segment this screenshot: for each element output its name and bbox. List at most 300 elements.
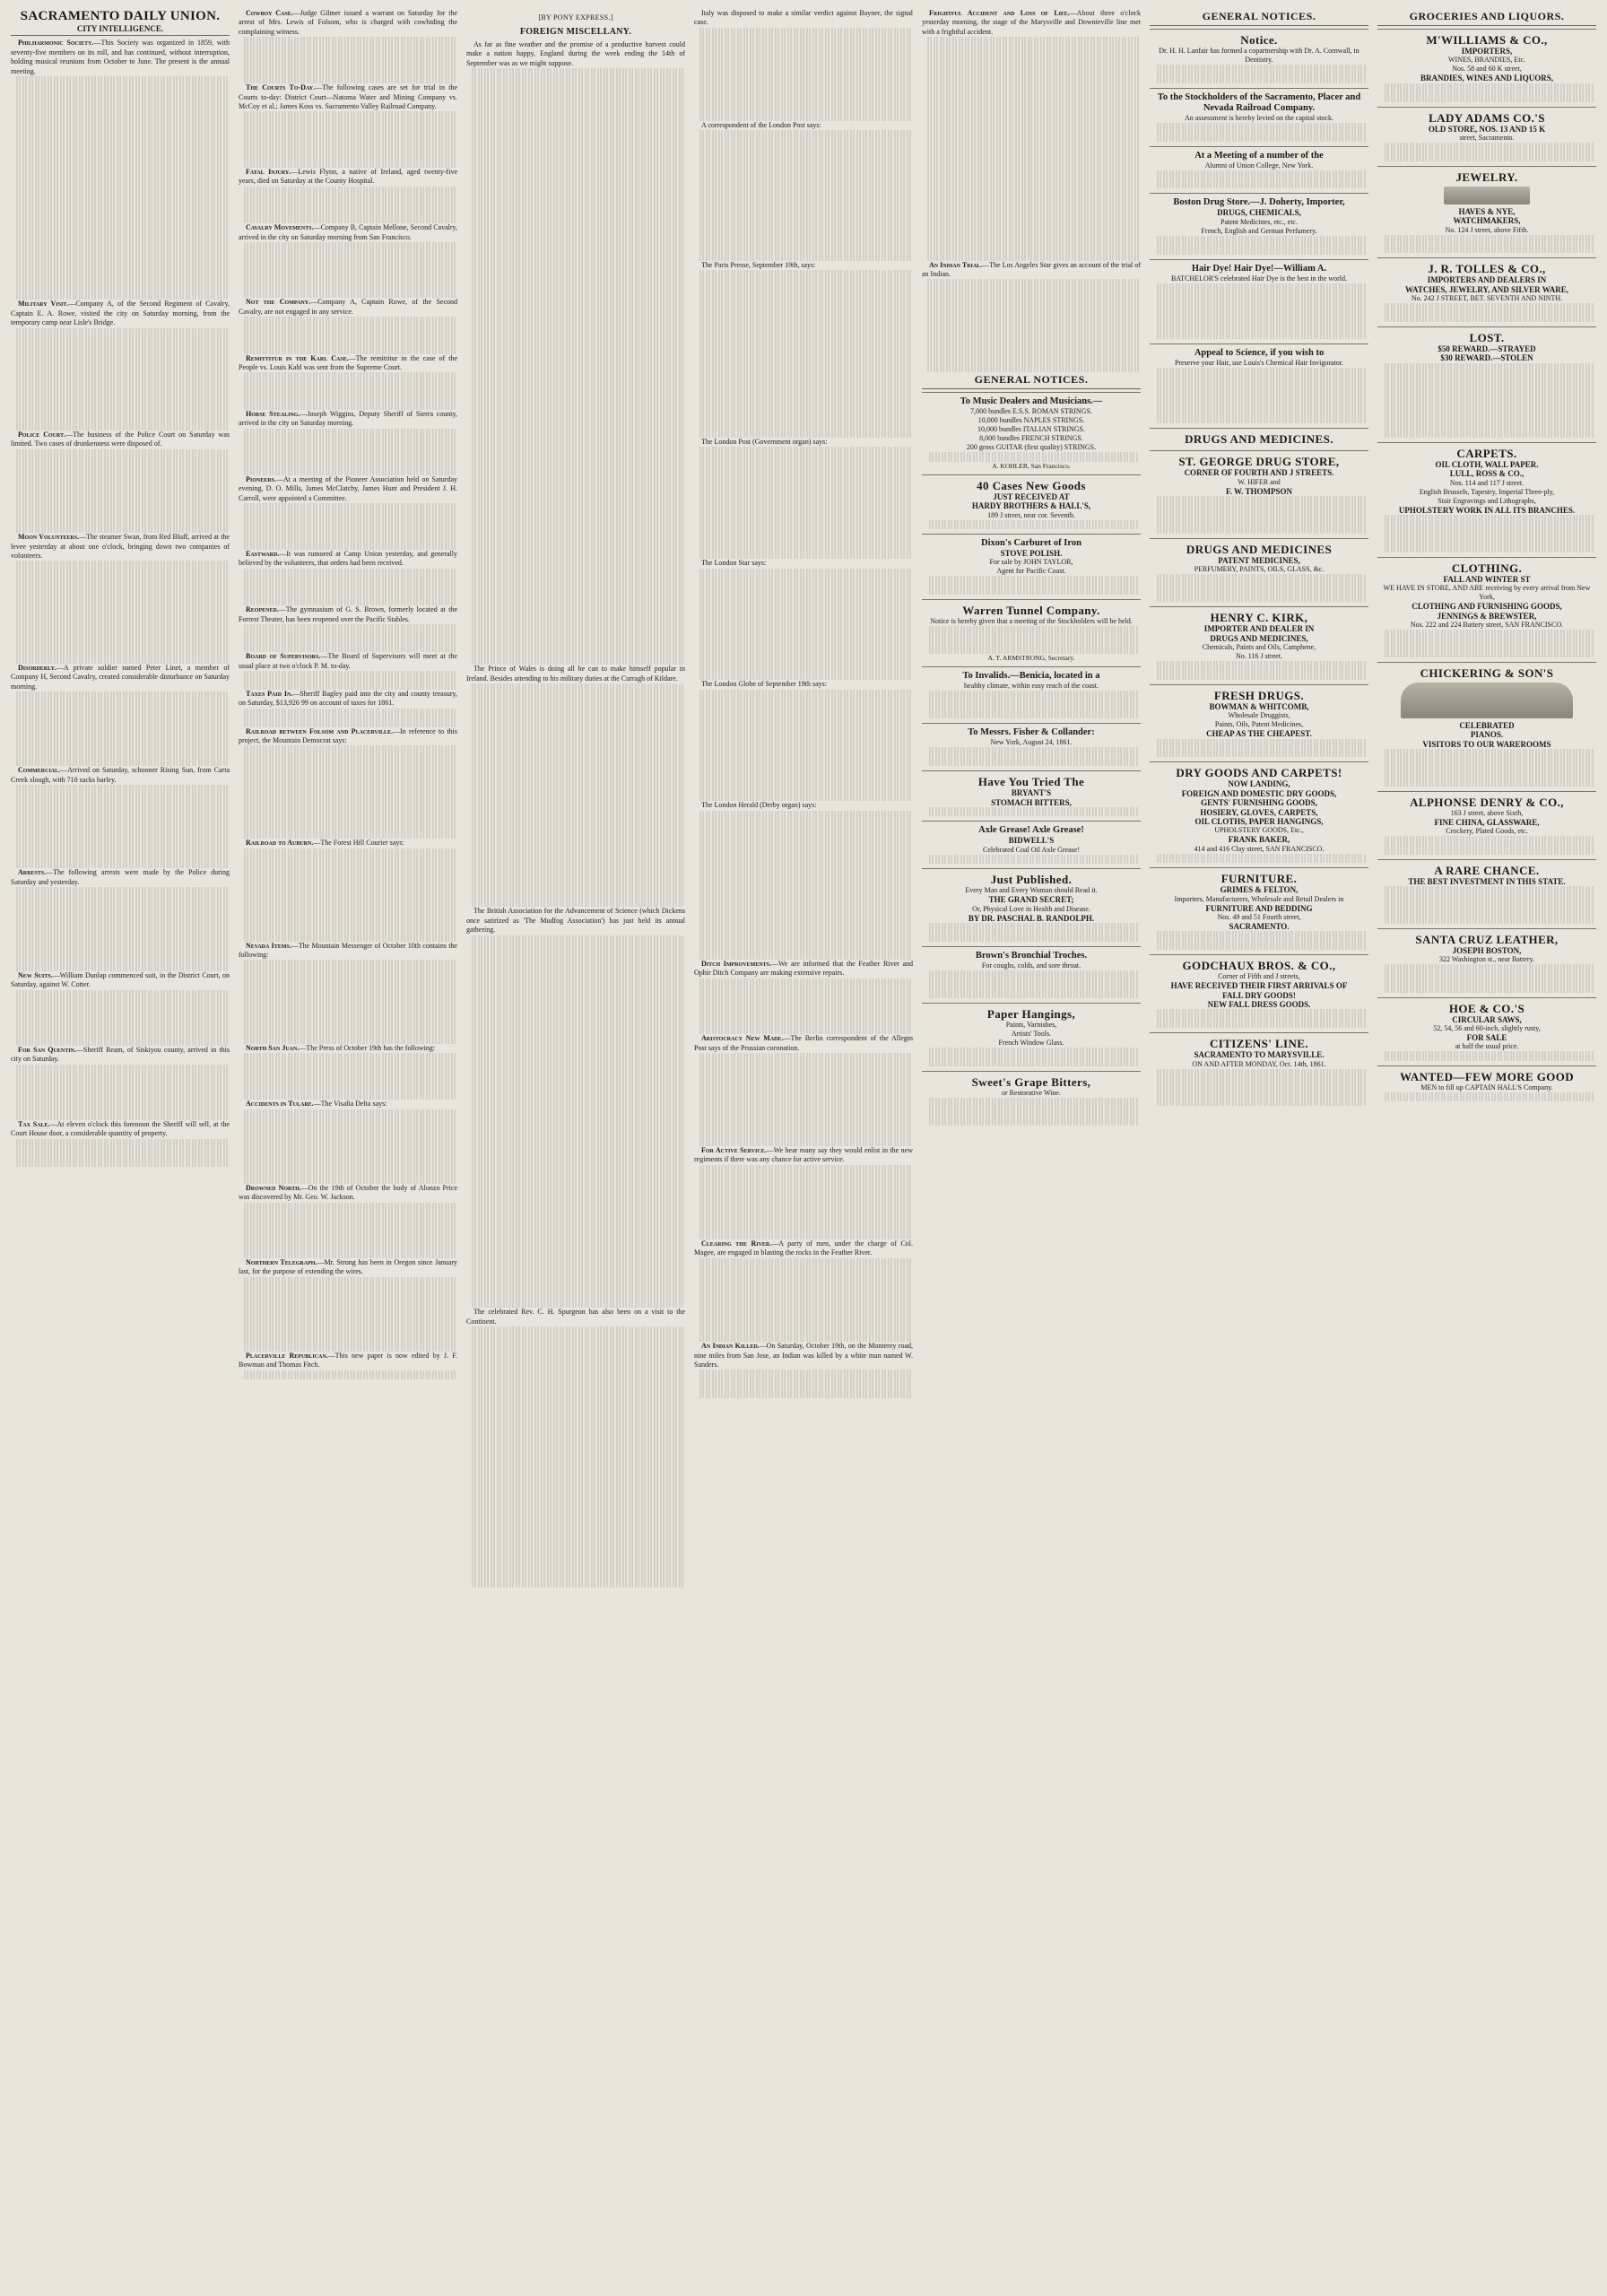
body-text-line [16,114,230,123]
body-text-line [699,429,913,438]
body-text-line [16,691,230,700]
ad-line: Crockery, Plated Goods, etc. [1446,827,1528,836]
article-paragraph [239,1100,457,1109]
body-text-line [244,326,457,335]
ad-line: Nos. 49 and 51 Fourth street, [1217,913,1301,921]
body-text-line [699,493,913,502]
body-text-line [244,522,457,531]
body-text-line [699,951,913,960]
body-text-line [472,1168,685,1177]
article-text: —At eleven o'clock this forenoon the Sheriff will sell, at the Court House door, a considerable quantity of property. [11,1120,230,1138]
body-text-line [472,1550,685,1559]
article-text: The London Star says: [701,559,767,568]
body-text-line [16,859,230,868]
article [239,727,457,839]
body-text-line [244,876,457,885]
ad-line: LULL, ROSS & CO., [1449,469,1524,479]
body-text-line [472,1243,685,1252]
article-paragraph [694,1239,913,1258]
body-text-line [699,1202,913,1211]
body-text-line [927,65,1141,74]
ad-body-line [1157,414,1367,423]
body-text-line [16,785,230,794]
body-text-line [244,1025,457,1034]
body-text-line [244,149,457,158]
ad-line: For coughs, colds, and sore throat. [981,961,1081,970]
body-text-line [16,1158,230,1167]
article-paragraph [11,868,230,887]
body-text-line [699,1025,913,1034]
advertisement [1150,1032,1368,1110]
body-text-line [244,1333,457,1342]
body-text-line [699,317,913,326]
ad-body-line [1157,245,1367,254]
body-text-line [472,1364,685,1373]
body-text-line [699,661,913,670]
ad-title: DRUGS AND MEDICINES. [1185,432,1333,447]
engraving-image [1444,187,1530,204]
article-text: —The Visalia Delta says: [313,1100,387,1109]
advertisement [1377,442,1596,557]
body-text-line [699,885,913,894]
article-headline: Tax Sale. [18,1120,50,1129]
body-text-line [927,279,1141,288]
body-text-line [16,384,230,393]
ad-line: FALL DRY GOODS! [1222,990,1296,1000]
ad-line: SACRAMENTO. [1229,922,1290,931]
column-3-articles [466,40,685,1587]
body-text-line [927,47,1141,56]
article [11,533,230,664]
advertisement [1150,761,1368,867]
body-text-line [244,578,457,587]
body-text-line [16,225,230,234]
body-text-line [927,232,1141,241]
body-text-line [699,1062,913,1071]
ad-line: HOSIERY, GLOVES, CARPETS, [1200,807,1318,817]
body-text-line [472,842,685,851]
body-text-line [16,449,230,458]
ad-body-line [1385,372,1594,381]
body-text-line [472,935,685,944]
body-text-line [699,1230,913,1239]
column-4 [694,9,913,2287]
body-text-line [472,246,685,255]
body-text-line [699,475,913,484]
article [239,354,457,410]
article [694,121,913,261]
body-text-line [699,457,913,465]
body-text-line [244,755,457,764]
ad-title: M'WILLIAMS & CO., [1426,33,1548,47]
advertisement [922,534,1141,599]
article-text: —On the 19th of October the body of Alonzo Price was discovered by Mr. Geo. W. Jackson. [239,1183,457,1202]
body-text-line [472,329,685,338]
ad-line: ON AND AFTER MONDAY, Oct. 14th, 1861. [1192,1059,1326,1068]
ad-body-line [1385,244,1594,253]
body-text-line [472,889,685,898]
article-paragraph [466,40,685,68]
body-text-line [699,633,913,642]
body-text-line [244,1314,457,1323]
article [239,1044,457,1100]
body-text-line [472,283,685,291]
body-text-line [16,216,230,225]
ad-title: J. R. TOLLES & CO., [1428,262,1546,276]
body-text-line [472,1382,685,1391]
article [694,261,913,438]
body-text-line [699,1314,913,1323]
article [239,1184,457,1258]
ad-line: Nos. 58 and 60 K street, [1452,65,1522,74]
column-7-ads [1377,29,1596,1106]
ad-line: BRYANT'S [1011,788,1052,798]
article-paragraph [694,438,913,447]
article-text: —This Society was organized in 1859, with seventy-five members on its roll, and has continued, without interruption, holding musical reunions from October to June. The present is the annual meeting. [11,39,230,75]
body-text-line [472,1522,685,1531]
ad-title: DRUGS AND MEDICINES [1186,542,1333,556]
ad-body-line [1157,739,1367,748]
body-text-line [472,870,685,879]
body-text-line [472,1373,685,1382]
body-text-line [16,897,230,906]
body-text-line [244,37,457,46]
body-text-line [16,365,230,374]
ad-body-line [1385,1092,1594,1101]
body-text-line [699,74,913,83]
body-text-line [472,1000,685,1009]
column-2-articles [239,9,457,1379]
body-text-line [699,363,913,372]
ad-title: Just Published. [990,873,1073,887]
article-text: A correspondent of the London Post says: [701,120,821,129]
ad-body-line [1385,749,1594,758]
body-text-line [244,401,457,410]
body-text-line [244,587,457,596]
advertisement [1150,29,1368,88]
ad-line: JOSEPH BOSTON, [1452,946,1522,956]
ad-line: FRANK BAKER, [1228,835,1290,845]
ad-line: SACRAMENTO TO MARYSVILLE. [1194,1050,1325,1060]
body-text-line [472,535,685,544]
body-text-line [244,1249,457,1258]
body-text-line [16,561,230,570]
column-4-articles [694,9,913,960]
body-text-line [16,505,230,514]
advertisement [1377,662,1596,791]
ad-body-line [1157,301,1367,310]
body-text-line [927,102,1141,111]
body-text-line [472,134,685,143]
ad-body-line [1157,524,1367,533]
article-headline: Nevada Items. [246,941,291,950]
body-text-line [472,991,685,1000]
body-text-line [699,1295,913,1304]
body-text-line [16,944,230,952]
body-text-line [16,412,230,421]
article-text: —The business of the Police Court on Saturday was limited. Two cases of drunkenness were disposed of. [11,430,230,448]
ad-line: THE GRAND SECRET; [988,895,1074,905]
body-text-line [699,47,913,56]
ad-body-line [1157,236,1367,245]
body-text-line [244,1016,457,1025]
body-text-line [244,1072,457,1081]
ad-body-line [1157,329,1367,338]
ad-body-line [1385,525,1594,534]
body-text-line [472,1541,685,1550]
body-text-line [699,447,913,456]
ad-line: JENNINGS & BREWSTER, [1437,611,1537,621]
article-paragraph [694,680,913,689]
body-text-line [244,512,457,521]
body-text-line [699,699,913,708]
body-text-line [699,186,913,195]
body-text-line [927,298,1141,307]
ad-line: Nos. 114 and 117 J street. [1449,478,1524,487]
body-text-line [16,598,230,607]
body-text-line [927,251,1141,260]
body-text-line [927,354,1141,363]
article-text: —Sheriff Bagley paid into the city and county treasury, on Saturday, $13,926 99 on account of taxes for 1861. [239,689,457,708]
article-text: —The Press of October 19th has the following: [299,1043,436,1052]
ad-signature: A. KOHLER, San Francisco. [992,461,1071,470]
ad-line: FOREIGN AND DOMESTIC DRY GOODS, [1181,788,1337,798]
body-text-line [16,645,230,654]
ad-body-line [929,520,1139,529]
body-text-line [472,860,685,869]
ad-body-line [1157,292,1367,301]
ad-body-line [929,932,1139,941]
body-text-line [699,130,913,139]
body-text-line [472,386,685,395]
body-text-line [244,1174,457,1183]
body-text-line [244,187,457,196]
body-text-line [472,115,685,124]
body-text-line [699,773,913,782]
body-text-line [16,188,230,197]
body-text-line [472,1205,685,1214]
body-text-line [927,158,1141,167]
ad-title: HENRY C. KIRK, [1210,611,1308,625]
body-text-line [244,773,457,782]
article-headline: Reopened. [246,605,279,614]
body-text-line [472,656,685,665]
body-text-line [16,840,230,849]
article-text: —Company B, Captain Mellone, Second Cavalry, arrived in the city on Saturday morning from San Francisco. [239,223,457,241]
article-paragraph [239,410,457,429]
body-text-line [699,1174,913,1183]
body-text-line [699,1072,913,1081]
advertisement [1150,88,1368,146]
body-text-line [699,232,913,241]
ad-body-line [1157,1009,1367,1018]
article [922,261,1141,373]
body-text-line [16,1037,230,1046]
body-text-line [699,1193,913,1202]
advertisement [1150,344,1368,428]
body-text-line [244,270,457,279]
body-text-line [699,718,913,726]
ad-body-line [1157,1087,1367,1096]
body-text-line [244,569,457,578]
body-text-line [244,709,457,718]
body-text-line [472,1560,685,1569]
article-paragraph [239,223,457,242]
body-text-line [244,531,457,540]
ad-line: W. HIFER and [1238,477,1281,486]
ad-body-line [1157,931,1367,940]
ad-title: To the Stockholders of the Sacramento, Placer and Nevada Railroad Company. [1157,91,1361,113]
column-6 [1150,9,1368,2287]
masthead-title: SACRAMENTO DAILY UNION. [20,9,221,23]
ad-line: Chemicals, Paints and Oils, Camphene, [1202,642,1316,651]
article-headline: Drowned North. [246,1183,301,1192]
general-notices-head-col5: GENERAL NOTICES. [922,372,1141,389]
body-text-line [244,923,457,932]
article-headline: An Indian Trial. [929,260,983,269]
ad-line: street, Sacramento. [1459,134,1515,142]
advertisement [1150,867,1368,954]
ad-body-line [1157,179,1367,188]
body-text-line [244,1127,457,1136]
article-headline: Fatal Injury. [246,167,291,176]
article-paragraph [239,298,457,317]
ad-line: 200 gross GUITAR (first quality) STRINGS. [966,443,1097,452]
body-text-line [16,1139,230,1148]
ad-line: DRUGS, CHEMICALS, [1217,208,1301,218]
body-text-line [699,102,913,111]
article-headline: Clearing the River. [701,1239,772,1248]
body-text-line [244,783,457,792]
body-text-line [244,289,457,298]
ad-body-line [1157,170,1367,179]
ad-line: BRANDIES, WINES AND LIQUORS, [1420,74,1554,83]
body-text-line [16,1092,230,1101]
body-text-line [16,85,230,94]
ad-line: Preserve your Hair, use Louis's Chemical Hair Invigorator. [1175,358,1343,367]
ad-body-line [929,1107,1139,1116]
advertisement [922,770,1141,821]
body-text-line [472,143,685,152]
body-text-line [16,1065,230,1074]
article-headline: Police Court. [18,430,66,439]
article-text: —The Los Angeles Star gives an account of the trial of an Indian. [922,260,1141,278]
article [466,907,685,1308]
body-text-line [472,609,685,618]
body-text-line [927,83,1141,92]
article-text: —The following arrests were made by the Police during Saturday and yesterday. [11,868,230,886]
body-text-line [699,754,913,763]
article [239,605,457,652]
article-headline: Commercial. [18,766,61,775]
ad-body-line [1157,941,1367,950]
ad-line: Stair Engravings and Lithographs, [1438,496,1536,505]
ad-line: Every Man and Every Woman should Read it. [965,886,1098,895]
article-text: —The following cases are set for trial in the Courts to-day: District Court—Natoma Water and Mining Company vs. McCoy et al.; James Koss vs. Sacramento Valley Railroad Company. [239,83,457,110]
ad-line: No. 124 J street, above Fifth. [1445,225,1529,234]
body-text-line [472,1065,685,1074]
article-text: —William Dunlap commenced suit, in the District Court, on Saturday, against W. Cotter. [11,970,230,989]
body-text-line [472,1299,685,1308]
ad-body-line [1157,74,1367,83]
article [11,971,230,1046]
article-text: —A private soldier named Peter Linet, a member of Company H, Second Cavalry, created considerable disturbance on Saturday morning. [11,663,230,691]
ad-body-line [1157,377,1367,386]
body-text-line [927,111,1141,120]
advertisement [1377,107,1596,166]
ad-title: Dixon's Carburet of Iron [981,537,1081,548]
body-text-line [16,151,230,160]
body-text-line [16,393,230,402]
article-headline: Not the Company. [246,298,311,307]
body-text-line [699,1006,913,1015]
body-text-line [472,1084,685,1093]
ad-line: Corner of Fifth and J streets, [1218,972,1300,981]
body-text-line [472,497,685,506]
article-headline: Taxes Paid In. [246,689,293,698]
ad-line: FOR SALE [1466,1033,1507,1042]
body-text-line [927,74,1141,83]
body-text-line [699,875,913,884]
article-headline: An Indian Killed. [701,1342,760,1351]
body-text-line [699,997,913,1006]
body-text-line [699,503,913,512]
article [922,9,1141,261]
article-headline: For San Quentin. [18,1045,76,1054]
article-headline: Placerville Republican. [246,1351,328,1360]
section-title: CITY INTELLIGENCE. [11,24,230,36]
body-text-line [16,729,230,738]
advertisement [1377,859,1596,928]
body-text-line [16,915,230,924]
ad-body-line [929,709,1139,718]
ad-line: VISITORS TO OUR WAREROOMS [1422,739,1551,749]
body-text-line [244,848,457,857]
body-text-line [472,357,685,366]
body-text-line [699,214,913,223]
body-text-line [16,822,230,831]
body-text-line [16,1074,230,1083]
body-text-line [472,562,685,571]
article-headline: Horse Stealing. [246,410,300,419]
ad-body-line [1157,404,1367,413]
body-text-line [699,932,913,941]
ad-body-line [1385,846,1594,855]
body-text-line [699,587,913,596]
body-text-line [699,65,913,74]
body-text-line [472,1131,685,1140]
body-text-line [472,544,685,552]
ad-body-line [1385,759,1594,768]
article-headline: Remittitur in the Karl Case. [246,353,349,362]
body-text-line [699,745,913,754]
body-text-line [16,589,230,598]
body-text-line [699,1258,913,1267]
body-text-line [472,395,685,404]
body-text-line [244,802,457,811]
body-text-line [699,326,913,335]
body-text-line [699,28,913,37]
body-text-line [472,450,685,459]
body-text-line [699,1081,913,1090]
body-text-line [16,850,230,859]
body-text-line [699,783,913,792]
body-text-line [472,739,685,748]
article-paragraph [239,1258,457,1277]
body-text-line [244,820,457,829]
body-text-line [244,1305,457,1314]
advertisement [922,868,1141,946]
